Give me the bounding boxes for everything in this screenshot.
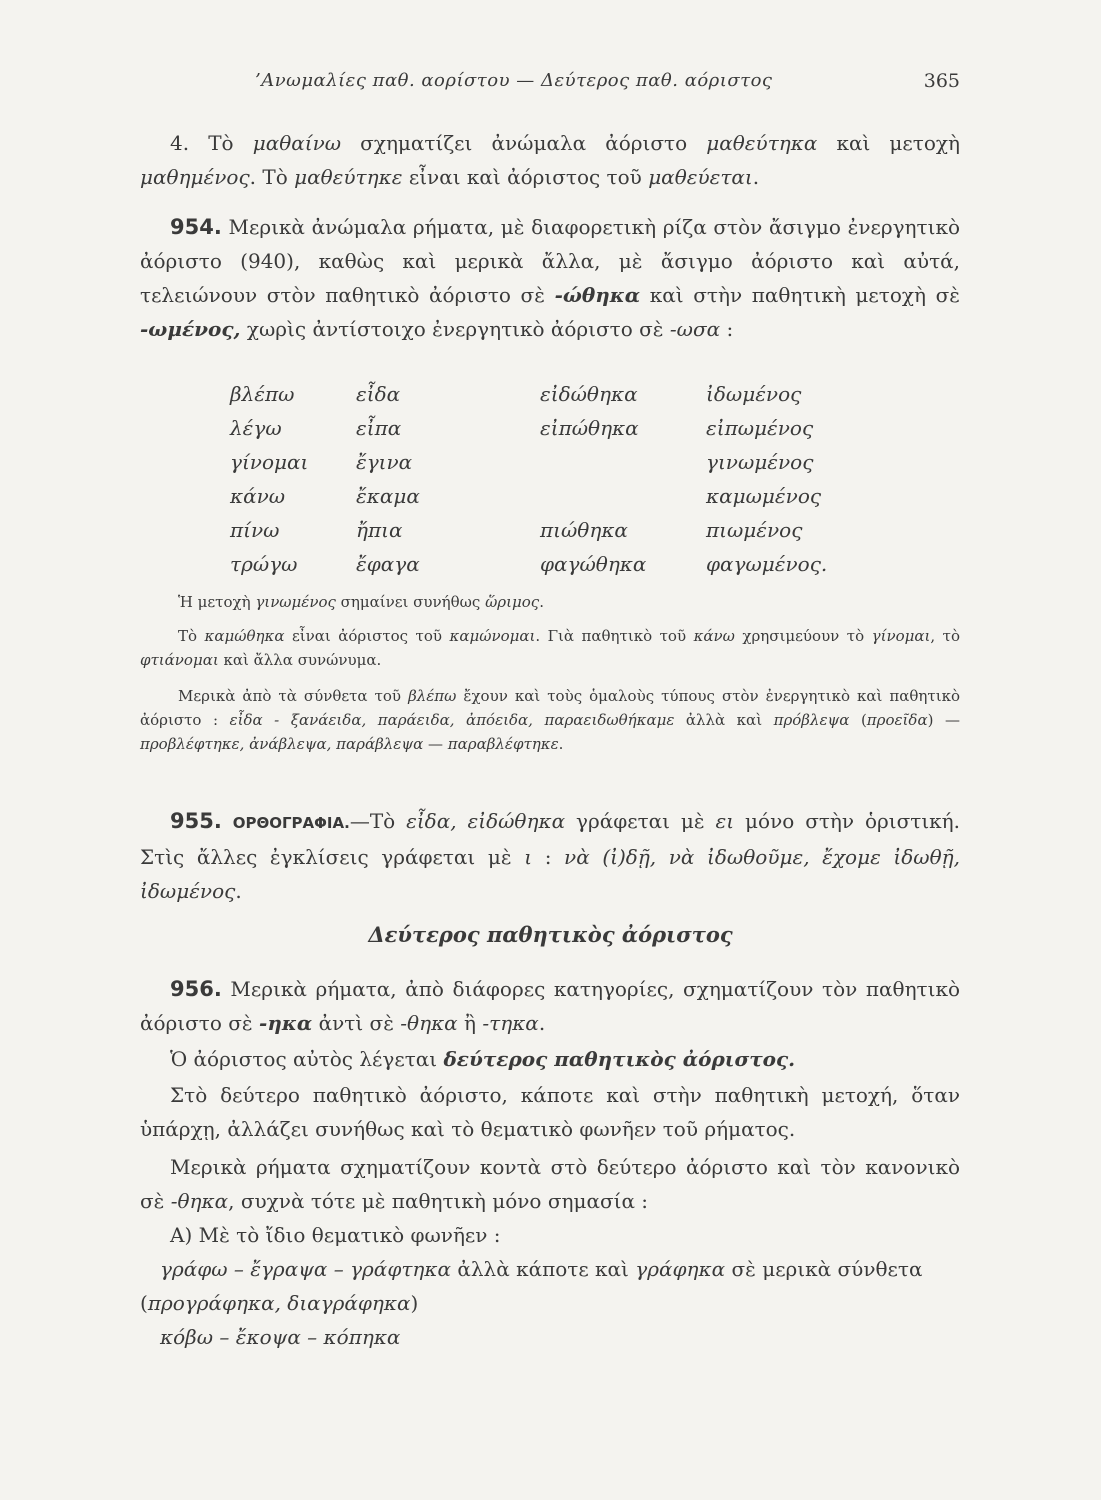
text: Μερικὰ ρήματα σχηματίζουν κοντὰ στὸ δεύτερο ἀόριστο καὶ τὸν κανονικὸ σὲ [140, 1155, 960, 1213]
text: καὶ στὴν παθητικὴ μετοχὴ σὲ [640, 283, 960, 307]
term: -τηκα [482, 1011, 539, 1035]
term: πρόβλεψα [773, 711, 850, 729]
term: -θηκα [170, 1189, 229, 1213]
text: Τὸ [208, 131, 253, 155]
passive-participle: φαγωμένος. [706, 552, 828, 576]
running-header [255, 70, 960, 104]
verb-row [230, 552, 930, 586]
section-heading: Δεύτερος παθητικὸς ἀόριστος [368, 922, 733, 947]
term: παραβλέφτηκε [447, 735, 559, 753]
passive-participle: ἰδωμένος [706, 382, 802, 406]
term: εἶδα - ξανάειδα, παράειδα, ἀπόειδα, παραειδωθήκαμε [229, 711, 675, 729]
active-aorist: εἶδα [356, 382, 401, 406]
suffix-term: -ώθηκα [554, 283, 641, 307]
term: μαθεύτηκα [706, 131, 818, 155]
text: γράφεται μὲ [565, 809, 716, 833]
text: Μερικὰ ἀνώμαλα ρήματα, μὲ διαφορετικὴ ρίζα στὸν ἄσιγμο ἐνεργητικὸ ἀόριστο (940), καθὼς καὶ μερικὰ ἄλλα, μὲ ἄσιγμο ἀόριστο καὶ αὐτά, τελειώνουν στὸν παθητικὸ ἀόριστο σὲ [140, 215, 960, 307]
text: . [235, 879, 242, 903]
text: σὲ μερικὰ σύνθετα ( [140, 1257, 923, 1315]
text: Ὁ ἀόριστος αὐτὸς λέγεται [170, 1047, 444, 1071]
passive-aorist: εἰδώθηκα [540, 382, 638, 406]
suffix-term: -ηκα [259, 1011, 313, 1035]
text: ἔχουν καὶ τοὺς ὁμαλοὺς τύπους στὸν ἐνεργητικὸ καὶ παθητικὸ ἀόριστο : [140, 687, 960, 729]
note-participle [140, 590, 960, 614]
term: κόβω – ἔκοψα – κόπηκα [160, 1325, 401, 1349]
present-form: πίνω [230, 518, 280, 542]
page-number: 365 [923, 70, 960, 92]
text: , τὸ [930, 627, 960, 645]
passive-participle: πιωμένος [706, 518, 803, 542]
term-definition: δεύτερος παθητικὸς ἀόριστος. [443, 1047, 796, 1071]
text: . [539, 593, 544, 611]
term: βλέπω [408, 687, 457, 705]
passive-participle: γινωμένος [706, 450, 814, 474]
text: ἀλλὰ καὶ [674, 711, 774, 729]
present-form: κάνω [230, 484, 286, 508]
text: χρησιμεύουν τὸ [734, 627, 872, 645]
example-grafo [140, 1252, 960, 1320]
section-label: ΟΡΘΟΓΡΑΦΙΑ. [232, 814, 350, 832]
suffix-term: -ωμένος, [140, 317, 241, 341]
section-number: 956. [170, 977, 222, 1001]
active-aorist: ἔφαγα [356, 552, 420, 576]
term: μαθημένος [140, 165, 250, 189]
term: μαθεύεται [648, 165, 753, 189]
passive-participle: εἰπωμένος [706, 416, 814, 440]
text: εἶναι καὶ ἀόριστος τοῦ [402, 165, 649, 189]
paragraph-4 [140, 126, 960, 194]
present-form: γίνομαι [230, 450, 309, 474]
term: γράφηκα [635, 1257, 726, 1281]
term: εἶδα, εἰδώθηκα [406, 809, 566, 833]
text: ἀλλὰ κάποτε καὶ [451, 1257, 636, 1281]
present-form: βλέπω [230, 382, 295, 406]
text: ) [410, 1291, 419, 1315]
term: καμώθηκα [204, 627, 285, 645]
text: Μερικὰ ρήματα, ἀπὸ διάφορες κατηγορίες, σχηματίζουν τὸν παθητικὸ ἀόριστο σὲ [140, 977, 960, 1035]
text: χωρὶς ἀντίστοιχο ἐνεργητικὸ ἀόριστο σὲ [240, 317, 670, 341]
term: κάνω [693, 627, 735, 645]
term: γράφω – ἔγραψα – γράφτηκα [160, 1257, 451, 1281]
term: -θηκα [400, 1011, 458, 1035]
text: ἢ [457, 1011, 483, 1035]
term: προγράφηκα, διαγράφηκα [147, 1291, 411, 1315]
active-aorist: ἔγινα [356, 450, 413, 474]
passive-aorist: πιώθηκα [540, 518, 628, 542]
active-aorist: εἶπα [356, 416, 402, 440]
term: μαθεύτηκε [294, 165, 403, 189]
text: Ἡ μετοχὴ [178, 593, 256, 611]
verb-row [230, 382, 930, 416]
verb-row [230, 484, 930, 518]
section-number: 954. [170, 215, 222, 239]
term: ὥριμος [485, 593, 540, 611]
example-kovo [160, 1320, 960, 1354]
text: —Τὸ [349, 809, 407, 833]
text: σχηματίζει ἀνώμαλα ἀόριστο [341, 131, 707, 155]
text: — [423, 735, 448, 753]
text: εἶναι ἀόριστος τοῦ [284, 627, 450, 645]
passive-aorist: φαγώθηκα [540, 552, 647, 576]
text: : [532, 845, 565, 869]
term: νὰ (ἰ)δῇ, νὰ ἰδωθοῦμε, ἔχομε ἰδωθῇ, ἰδωμένος [140, 845, 960, 903]
passive-participle: καμωμένος [706, 484, 822, 508]
term: φτιάνομαι [140, 651, 219, 669]
term: μαθαίνω [252, 131, 342, 155]
term: καμώνομαι [449, 627, 536, 645]
text: Τὸ [178, 627, 205, 645]
text: , συχνὰ τότε μὲ παθητικὴ μόνο σημασία : [228, 1189, 649, 1213]
text: . Γιὰ παθητικὸ τοῦ [535, 627, 694, 645]
paragraph-955 [140, 804, 960, 908]
text: ) — [927, 711, 960, 729]
text: σημαίνει συνήθως [335, 593, 486, 611]
term: -ωσα [669, 317, 721, 341]
verb-row [230, 416, 930, 450]
term: προεῖδα [866, 711, 928, 729]
text: Στὸ δεύτερο παθητικὸ ἀόριστο, κάποτε καὶ στὴν παθητικὴ μετοχή, ὅταν ὑπάρχῃ, ἀλλάζει συνήθως καὶ τὸ θεματικὸ φωνῆεν τοῦ ρήματος. [140, 1083, 960, 1141]
active-aorist: ἔκαμα [356, 484, 420, 508]
paragraph-double-aorist [140, 1150, 960, 1218]
present-form: τρώγω [230, 552, 298, 576]
term: γινωμένος [255, 593, 336, 611]
term: προβλέφτηκε, ἀνάβλεψα, παράβλεψα [140, 735, 424, 753]
paragraph-definition [140, 1042, 960, 1076]
text: ( [849, 711, 867, 729]
verb-row [230, 518, 930, 552]
paragraph-A [140, 1218, 960, 1252]
text: καὶ μετοχὴ [817, 131, 960, 155]
text: μόνο στὴν ὁριστική. Στὶς ἄλλες ἐγκλίσεις γράφεται μὲ [140, 809, 960, 869]
active-aorist: ἤπια [356, 518, 403, 542]
paragraph-956 [140, 972, 960, 1040]
text: καὶ ἄλλα συνώνυμα. [218, 651, 382, 669]
term: γίνομαι [871, 627, 931, 645]
text: : [720, 317, 734, 341]
section-number: 955. [170, 809, 222, 833]
present-form: λέγω [230, 416, 282, 440]
term: ει [715, 809, 735, 833]
text: . [558, 735, 564, 753]
text: . Τὸ [249, 165, 295, 189]
note-kamothika [140, 624, 960, 672]
paragraph-954 [140, 210, 960, 346]
running-title: ’Ανωμαλίες παθ. αορίστου — Δεύτερος παθ. αόριστος [255, 70, 773, 91]
item-number: 4. [170, 131, 190, 155]
verb-row [230, 450, 930, 484]
text: ἀντὶ σὲ [312, 1011, 401, 1035]
text: Μερικὰ ἀπὸ τὰ σύνθετα τοῦ [178, 687, 409, 705]
text: . [752, 165, 760, 189]
term: ι [524, 845, 533, 869]
verb-table [230, 382, 930, 586]
paragraph-stem-vowel [140, 1078, 960, 1146]
note-compounds [140, 684, 960, 756]
text: Α) Μὲ τὸ ἴδιο θεματικὸ φωνῆεν : [170, 1223, 501, 1247]
text: . [538, 1011, 546, 1035]
passive-aorist: εἰπώθηκα [540, 416, 639, 440]
